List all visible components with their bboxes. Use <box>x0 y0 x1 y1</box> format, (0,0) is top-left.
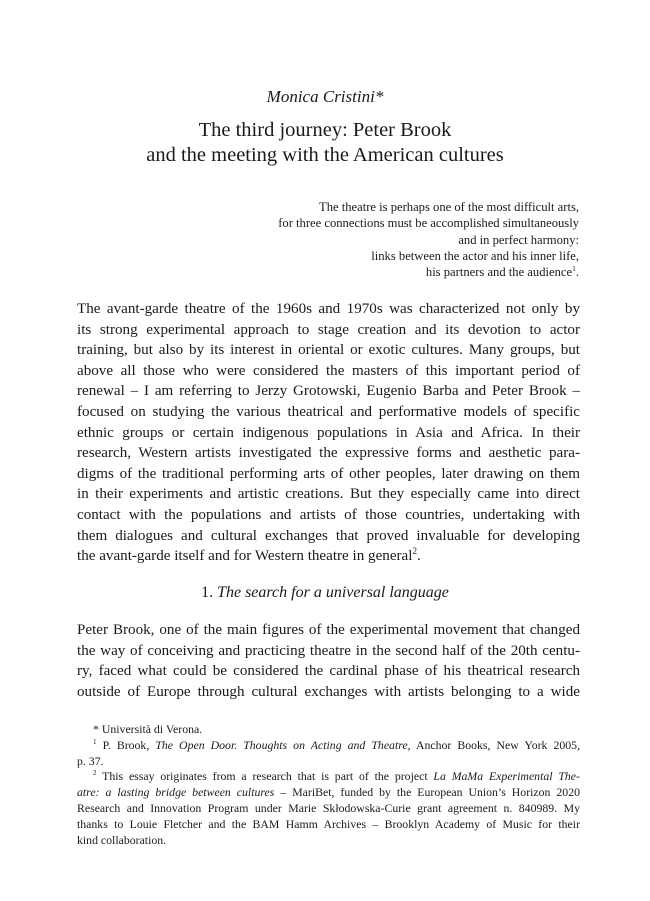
footnotes <box>77 722 580 848</box>
footnote-1-continued: p. 37. <box>77 753 104 768</box>
paragraph-line: training, but also by its interest in oriental or exotic cultures. Many groups, but <box>77 342 580 359</box>
epigraph <box>179 199 579 280</box>
paragraph-line: its strong experimental approach to stage creation and its devotion to actor <box>77 321 580 338</box>
paragraph-line: in their experiments and artistic creations. But they especially came into direct <box>77 486 580 503</box>
paragraph-line: digms of the traditional performing arts of other peoples, later drawing on them <box>77 465 580 482</box>
footnote-2: $^2$ This essay originates from a research that is part of the project La MaMa Experimental The- <box>93 769 580 784</box>
paragraph-line: the avant-garde itself and for Western theatre in general$^2$. <box>77 546 421 565</box>
footnote-2-line-2: atre: a lasting bridge between cultures – MariBet, funded by the European Union’s Horizon 2020 <box>77 785 580 800</box>
paragraph-line-text: the avant-garde itself and for Western theatre in general <box>77 548 413 565</box>
paragraph-line: above all those who were considered the masters of this important period of <box>77 362 580 379</box>
paragraph-line: focused on studying the various theatrical and performative models of specific <box>77 403 580 420</box>
footnote-1-mark: 1 <box>93 737 97 746</box>
footnote-1-book-title: The Open Door. Thoughts on Acting and Theatre <box>155 737 408 752</box>
paragraph-line: outside of Europe through cultural exchanges with artists belonging to a wide <box>77 683 580 700</box>
section-title: The search for a universal language <box>217 584 449 601</box>
section-heading <box>0 582 650 604</box>
epigraph-line: for three connections must be accomplished simultaneously <box>278 216 579 231</box>
paragraph-line: the way of conceiving and practicing theatre in the second half of the 20th centu- <box>77 642 580 659</box>
article-title <box>0 118 650 168</box>
footnote-2-line-3: Research and Innovation Program under Marie Skłodowska-Curie grant agreement n. 840989. My <box>77 800 580 815</box>
body-paragraph-1 <box>77 299 580 567</box>
paragraph-line: them dialogues and cultural exchanges that proved invaluable for developing <box>77 527 580 544</box>
epigraph-line: links between the actor and his inner life, <box>371 248 579 263</box>
paragraph-line: renewal – I am referring to Jerzy Grotowski, Eugenio Barba and Peter Brook – <box>77 383 580 400</box>
section-number: 1. <box>201 584 214 601</box>
paragraph-line: Peter Brook, one of the main figures of the experimental movement that changed <box>77 622 580 638</box>
epigraph-line: and in perfect harmony: <box>458 232 579 247</box>
footnote-ref-2[interactable]: 2 <box>412 546 417 557</box>
epigraph-line: his partners and the audience$^1$. <box>425 264 579 280</box>
paragraph-line: The avant-garde theatre of the 1960s and 1970s was characterized not only by <box>77 301 580 317</box>
paragraph-line: research, Western artists investigated the expressive forms and aesthetic para- <box>77 445 580 462</box>
footnote-2-mark: 2 <box>93 769 97 778</box>
footnote-affiliation: * Università di Verona. <box>93 722 203 736</box>
footnote-2-line-5: kind collaboration. <box>77 832 167 847</box>
footnote-ref-1[interactable]: 1 <box>572 264 576 273</box>
title-line-2: and the meeting with the American cultures <box>146 144 504 166</box>
footnote-1: $^1$ P. Brook, The Open Door. Thoughts on Acting and Theatre, Anchor Books, New York 2005, <box>93 737 581 752</box>
epigraph-line-text: his partners and the audience <box>425 265 573 280</box>
epigraph-line: The theatre is perhaps one of the most difficult arts, <box>319 200 579 214</box>
paragraph-line: ethnic groups or certain indigenous populations in Asia and Africa. In their <box>77 424 580 441</box>
footnote-2-line-4: thanks to Louie Fletcher and the BAM Hamm Archives – Brooklyn Academy of Music for their <box>77 816 580 831</box>
title-line-1: The third journey: Peter Brook <box>198 119 452 141</box>
body-paragraph-2 <box>77 620 580 702</box>
paragraph-line: contact with the populations and artists of those countries, undertaking with <box>77 506 580 523</box>
paragraph-line: ry, faced what could be considered the cardinal phase of his theatrical research <box>77 663 580 680</box>
author-name: Monica Cristini* <box>266 87 384 106</box>
